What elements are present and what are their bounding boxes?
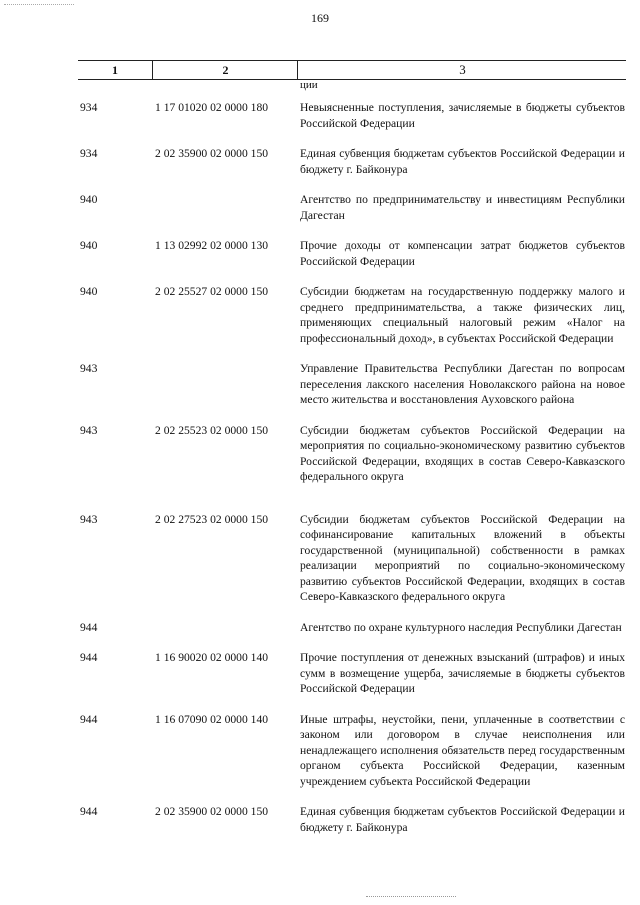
income-description: Единая субвенция бюджетам субъектов Российской Федерации и бюджету г. Байконура [300, 805, 625, 834]
carried-over-text: ции [300, 79, 318, 91]
page-number: 169 [311, 11, 329, 25]
budget-class-code: 1 16 90020 02 0000 140 [155, 651, 269, 664]
income-description: Прочие доходы от компенсации затрат бюджетов субъектов Российской Федерации [300, 239, 625, 268]
admin-code: 944 [80, 651, 98, 664]
income-description: Прочие поступления от денежных взысканий (штрафов) и иных сумм в возмещение ущерба, зачисляемые в бюджеты субъектов Российской Федерации [300, 651, 625, 695]
admin-code: 940 [80, 193, 98, 206]
budget-class-code: 1 13 02992 02 0000 130 [155, 239, 269, 252]
header-col-2: 2 [152, 61, 298, 79]
budget-class-code: 1 17 01020 02 0000 180 [155, 101, 269, 114]
table-body [0, 100, 640, 835]
admin-code: 940 [80, 239, 98, 252]
admin-code: 934 [80, 147, 98, 160]
admin-code: 944 [80, 805, 98, 818]
table-row [0, 146, 640, 177]
table-row [0, 284, 640, 346]
table-row [0, 100, 640, 131]
table-header [78, 60, 626, 80]
administrator-name: Агентство по предпринимательству и инвестициям Республики Дагестан [300, 193, 625, 222]
admin-code: 944 [80, 712, 98, 726]
income-description: Субсидии бюджетам субъектов Российской Федерации на мероприятия по социально-экономическому развитию субъектов Российской Федерации, входящих в состав Северо-Кавказского федерального округа [300, 423, 625, 483]
admin-code: 944 [80, 620, 98, 634]
income-description: Иные штрафы, неустойки, пени, уплаченные в соответствии с законом или договором в случае неисполнения или ненадлежащего исполнения обязательств перед государственным органом субъекта Российской Федерации, казенным учреждением субъекта Российской Федерации [300, 712, 625, 788]
admin-code: 934 [80, 101, 98, 114]
income-description: Субсидии бюджетам субъектов Российской Федерации на софинансирование капитальных вложений в объекты государственной (муниципальной) собственности в рамках реализации мероприятий по социально-экономическому развитию субъектов Российской Федерации, входящих в состав Северо-Кавказского федерального округа [300, 512, 625, 603]
table-row [0, 804, 640, 835]
admin-code: 940 [80, 285, 98, 298]
scan-artifact-line [366, 896, 456, 897]
table-row [0, 650, 640, 697]
income-description: Субсидии бюджетам на государственную поддержку малого и среднего предпринимательства, а также физических лиц, применяющих специальный налоговый режим «Налог на профессиональный доход», в субъектах Российской Федерации [300, 285, 625, 345]
administrator-name: Управление Правительства Республики Дагестан по вопросам переселения лакского населения Новолакского района на новое место жительства и восстановления Ауховского района [300, 362, 625, 406]
income-description: Единая субвенция бюджетам субъектов Российской Федерации и бюджету г. Байконура [300, 147, 625, 176]
table-row [0, 361, 640, 408]
header-col-3: 3 [297, 61, 627, 79]
income-description: Невыясненные поступления, зачисляемые в бюджеты субъектов Российской Федерации [300, 101, 625, 130]
header-col-1: 1 [112, 63, 118, 77]
budget-class-code: 2 02 35900 02 0000 150 [155, 147, 269, 160]
admin-code: 943 [80, 512, 98, 526]
admin-code: 943 [80, 423, 98, 437]
table-row [0, 192, 640, 223]
table-row [0, 620, 640, 636]
budget-class-code: 2 02 25527 02 0000 150 [155, 285, 269, 298]
table-row [0, 712, 640, 790]
budget-class-code: 2 02 25523 02 0000 150 [155, 423, 269, 437]
table-row [0, 423, 640, 485]
table-row [0, 512, 640, 605]
budget-class-code: 1 16 07090 02 0000 140 [155, 712, 269, 726]
table-row [0, 238, 640, 269]
administrator-name: Агентство по охране культурного наследия Республики Дагестан [300, 620, 622, 634]
budget-class-code: 2 02 35900 02 0000 150 [155, 805, 269, 818]
scan-artifact-line [4, 4, 74, 5]
budget-class-code: 2 02 27523 02 0000 150 [155, 512, 269, 526]
admin-code: 943 [80, 362, 98, 375]
